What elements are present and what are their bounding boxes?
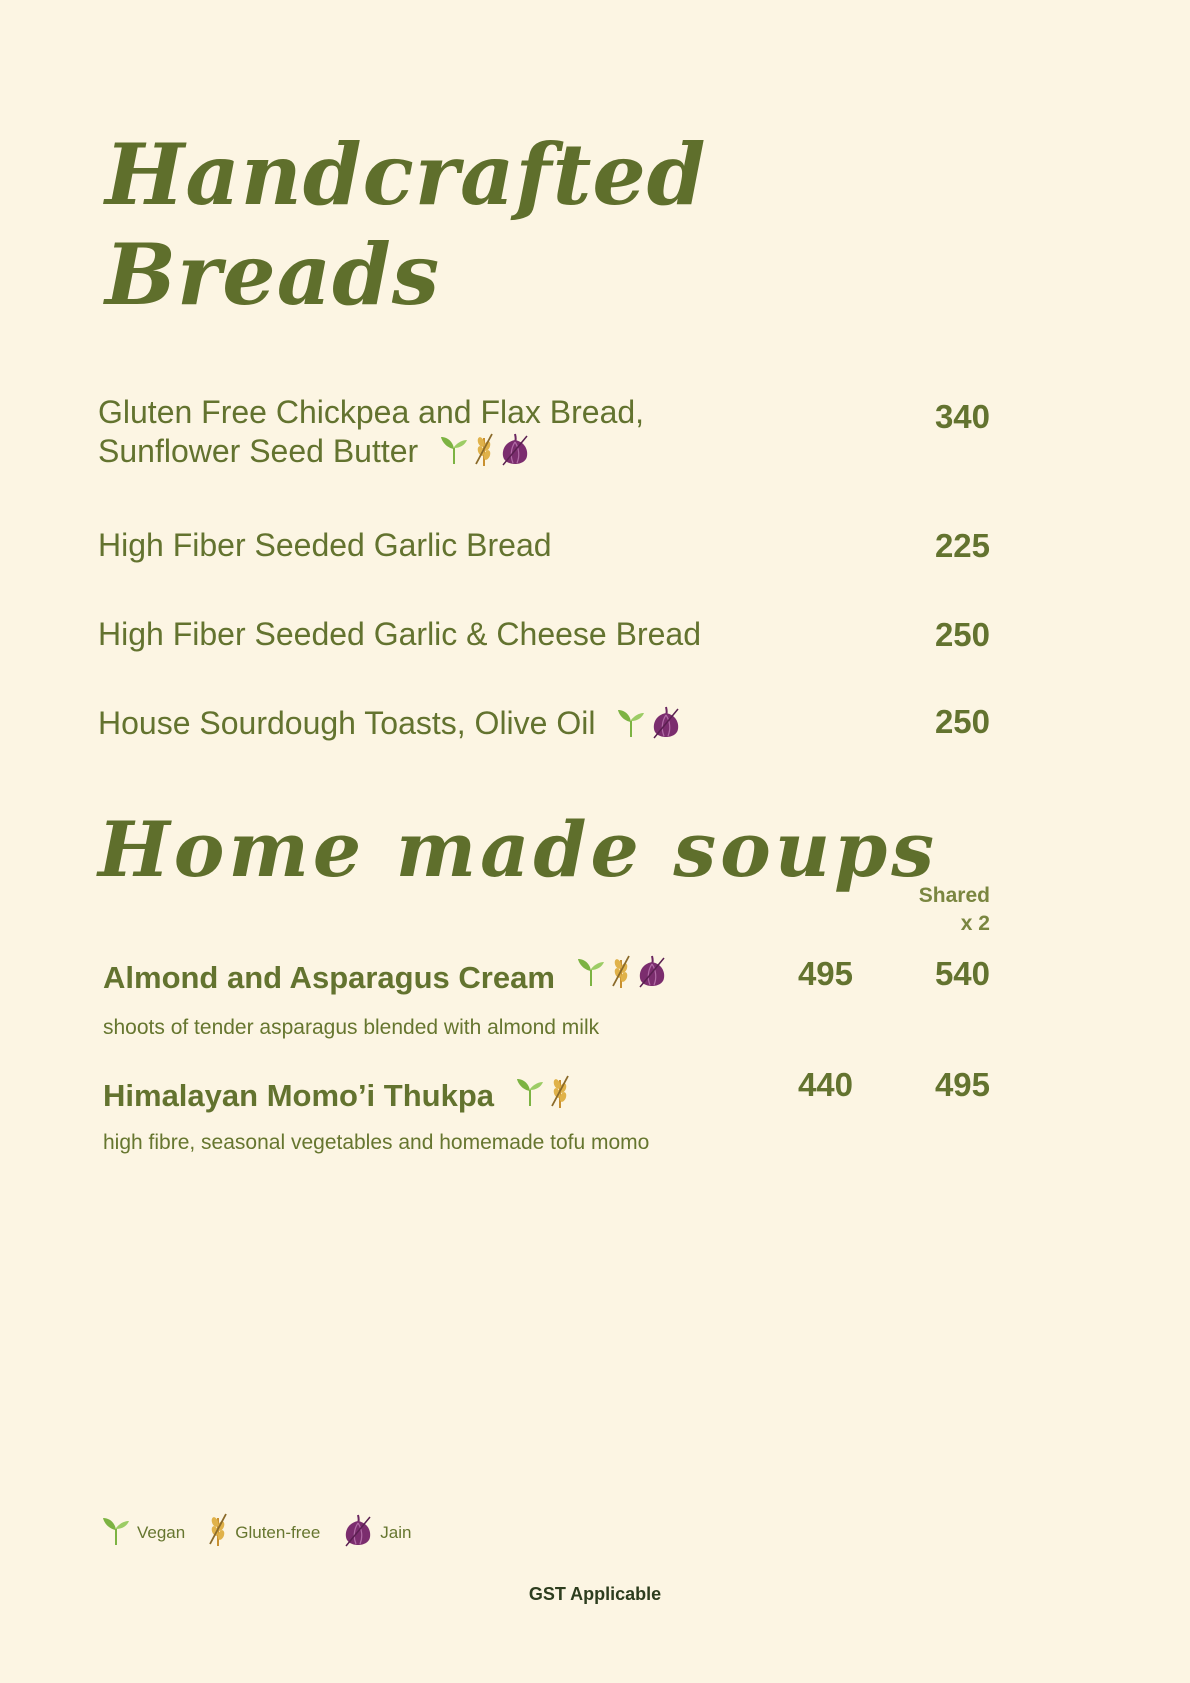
menu-item-price: 250	[934, 616, 990, 653]
menu-item-price-single: 495	[797, 955, 853, 992]
menu-item-name-line2: Sunflower Seed Butter	[98, 432, 644, 472]
dietary-icons	[515, 1074, 571, 1110]
menu-item-himalayan-thukpa: Himalayan Momo’i Thukpa	[103, 1078, 571, 1116]
menu-item-price: 225	[934, 527, 990, 564]
menu-item-description: high fibre, seasonal vegetables and homemade tofu momo	[103, 1131, 650, 1154]
jain-icon	[650, 705, 682, 739]
gluten-free-icon	[610, 954, 632, 990]
vegan-icon	[101, 1513, 137, 1552]
legend-label: Jain	[380, 1522, 412, 1542]
shared-price-header: Shared x 2	[918, 884, 990, 935]
dietary-icons	[616, 705, 682, 739]
legend-label: Gluten-free	[235, 1522, 321, 1542]
menu-item-price: 340	[934, 398, 990, 435]
gluten-free-icon	[207, 1512, 235, 1553]
menu-item-price-shared: 495	[934, 1066, 990, 1103]
gst-notice: GST Applicable	[528, 1584, 662, 1604]
vegan-icon	[616, 705, 646, 739]
legend-jain	[342, 1513, 411, 1552]
soups-section-title: Home made soups	[98, 805, 939, 894]
dietary-legend	[101, 1512, 433, 1553]
vegan-icon	[515, 1074, 545, 1110]
menu-item-price-single: 440	[797, 1066, 853, 1103]
legend-gluten-free	[207, 1512, 320, 1553]
breads-section-title: Handcrafted Breads	[105, 125, 707, 324]
dietary-icons	[439, 432, 531, 468]
menu-item-garlic-cheese-bread: High Fiber Seeded Garlic & Cheese Bread	[98, 616, 701, 652]
menu-item-price: 250	[934, 703, 990, 740]
menu-item-garlic-bread: High Fiber Seeded Garlic Bread	[98, 527, 552, 563]
jain-icon	[499, 432, 531, 468]
dietary-icons	[576, 954, 668, 990]
vegan-icon	[576, 954, 606, 990]
jain-icon	[342, 1513, 380, 1552]
legend-label: Vegan	[137, 1522, 186, 1542]
legend-vegan	[101, 1513, 185, 1552]
menu-item-chickpea-flax-bread	[98, 393, 644, 472]
vegan-icon	[439, 432, 469, 468]
menu-item-sourdough-toasts: House Sourdough Toasts, Olive Oil	[98, 704, 682, 743]
menu-item-price-shared: 540	[934, 955, 990, 992]
menu-item-almond-asparagus-cream: Almond and Asparagus Cream	[103, 960, 668, 998]
gluten-free-icon	[473, 432, 495, 468]
menu-item-description: shoots of tender asparagus blended with almond milk	[103, 1016, 600, 1039]
jain-icon	[636, 954, 668, 990]
menu-item-name-line1: Gluten Free Chickpea and Flax Bread,	[98, 394, 645, 430]
gluten-free-icon	[549, 1074, 571, 1110]
